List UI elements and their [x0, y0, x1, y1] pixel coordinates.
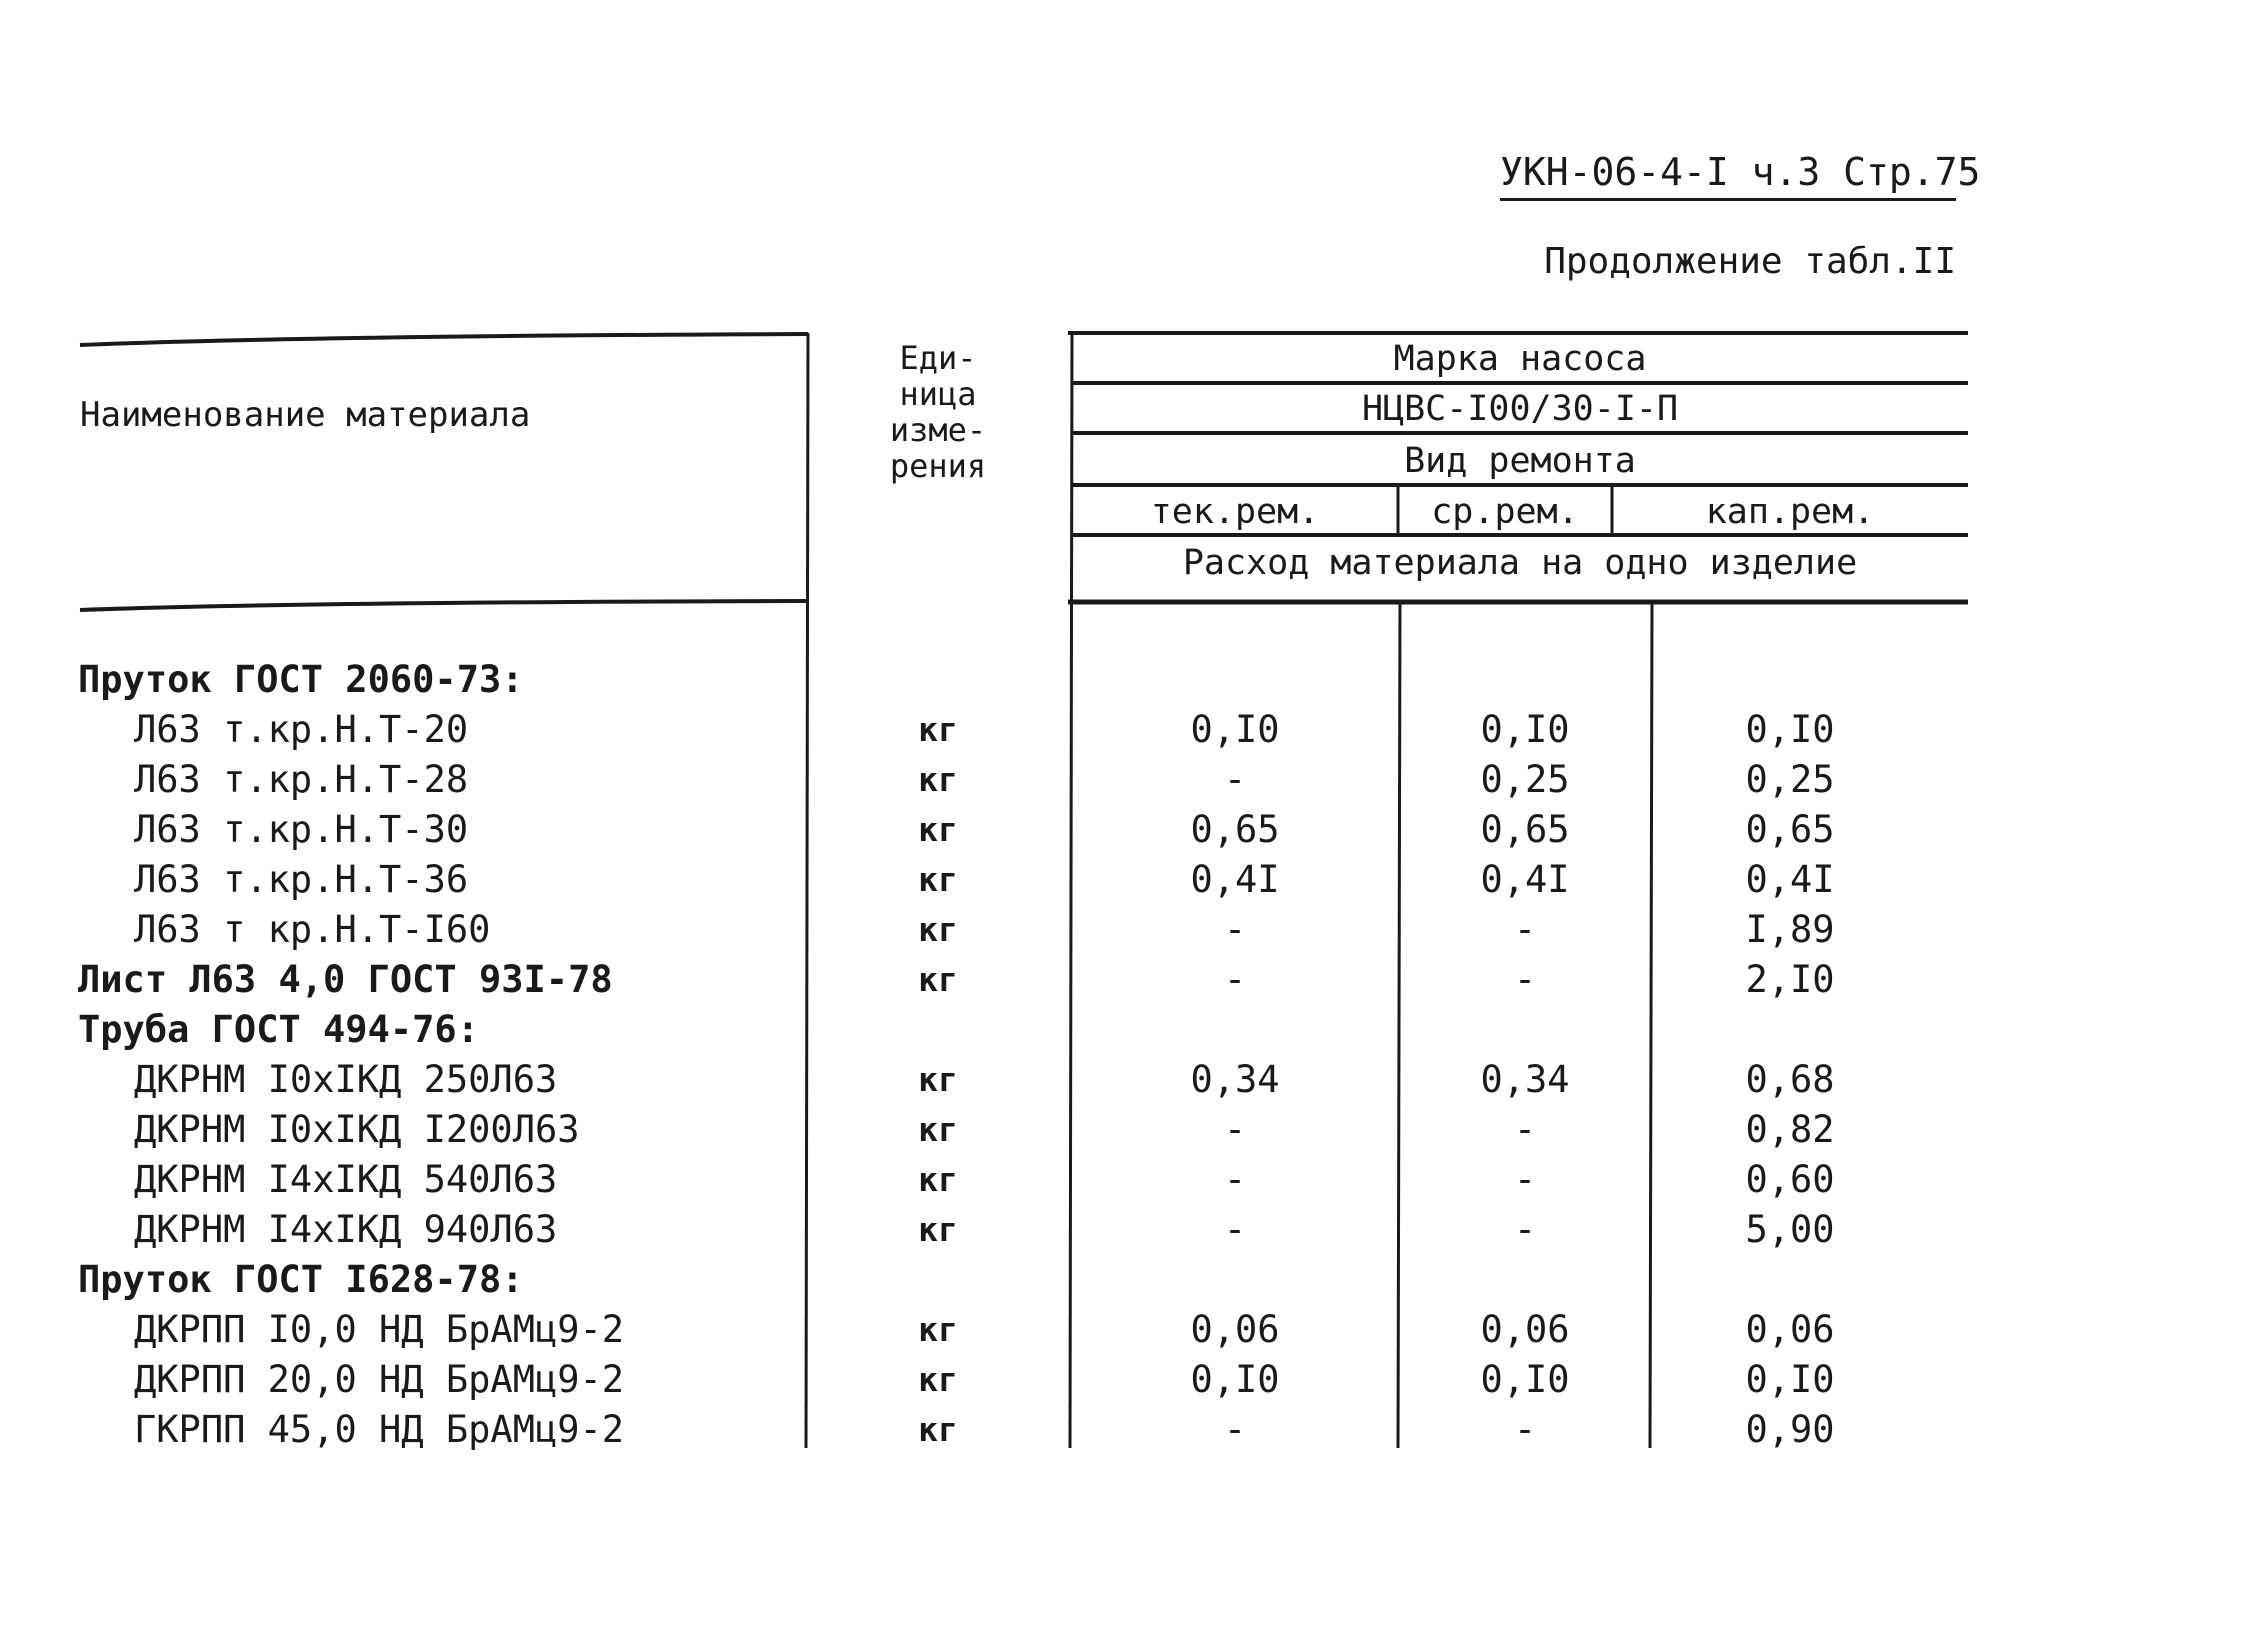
table-row	[0, 1255, 2263, 1305]
value-medium-repair: 0,I0	[1480, 1358, 1570, 1401]
value-medium-repair: -	[1513, 958, 1537, 1001]
unit-cell: кг	[918, 1410, 958, 1449]
value-medium-repair: -	[1513, 1208, 1537, 1251]
table-row	[0, 755, 2263, 805]
header-repair-type: Вид ремонта	[1404, 441, 1636, 481]
value-capital-repair: 0,I0	[1745, 708, 1835, 751]
material-name: Пруток ГОСТ 2060-73:	[78, 658, 524, 701]
material-name: Л63 т.кр.Н.Т-28	[134, 758, 469, 801]
column-header-unit: Еди- ница изме- рения	[889, 339, 987, 485]
column-header-material-name: Наименование материала	[80, 395, 531, 435]
header-pump-model: НЦВС-I00/30-I-П	[1361, 389, 1679, 429]
value-capital-repair: 0,25	[1745, 758, 1835, 801]
table-row	[0, 955, 2263, 1005]
value-capital-repair: 0,82	[1745, 1108, 1835, 1151]
value-capital-repair: 0,68	[1745, 1058, 1835, 1101]
material-name: ГКРПП 45,0 НД БрАМц9-2	[134, 1408, 625, 1451]
value-current-repair: 0,4I	[1190, 858, 1280, 901]
value-capital-repair: 0,60	[1745, 1158, 1835, 1201]
table-row	[0, 705, 2263, 755]
value-capital-repair: 0,06	[1745, 1308, 1835, 1351]
value-capital-repair: 0,I0	[1745, 1358, 1835, 1401]
value-capital-repair: 5,00	[1745, 1208, 1835, 1251]
value-capital-repair: 0,90	[1745, 1408, 1835, 1451]
unit-cell: кг	[918, 1360, 958, 1399]
value-current-repair: -	[1223, 1158, 1247, 1201]
value-medium-repair: -	[1513, 1158, 1537, 1201]
value-medium-repair: 0,25	[1480, 758, 1570, 801]
header-repair-capital: кап.рем.	[1705, 492, 1875, 532]
header-consumption: Расход материала на одно изделие	[1182, 543, 1858, 583]
material-name: Труба ГОСТ 494-76:	[78, 1008, 479, 1051]
value-capital-repair: 2,I0	[1745, 958, 1835, 1001]
unit-cell: кг	[918, 1110, 958, 1149]
unit-cell: кг	[918, 710, 958, 749]
material-name: ДКРПП I0,0 НД БрАМц9-2	[134, 1308, 625, 1351]
unit-cell: кг	[918, 860, 958, 899]
value-medium-repair: -	[1513, 1108, 1537, 1151]
value-medium-repair: -	[1513, 908, 1537, 951]
header-repair-medium: ср.рем.	[1431, 492, 1579, 532]
material-name: Пруток ГОСТ I628-78:	[78, 1258, 524, 1301]
material-name: ДКРНМ I4хIКД 940Л63	[134, 1208, 558, 1251]
unit-cell: кг	[918, 910, 958, 949]
material-name: ДКРНМ I0хIКД 250Л63	[134, 1058, 558, 1101]
value-current-repair: 0,65	[1190, 808, 1280, 851]
value-medium-repair: 0,06	[1480, 1308, 1570, 1351]
table-continuation-note: Продолжение табл.II	[1544, 241, 1956, 282]
table-row	[0, 805, 2263, 855]
value-current-repair: -	[1223, 1208, 1247, 1251]
value-current-repair: -	[1223, 758, 1247, 801]
unit-cell: кг	[918, 810, 958, 849]
material-name: Л63 т.кр.Н.Т-30	[134, 808, 469, 851]
unit-cell: кг	[918, 960, 958, 999]
value-current-repair: -	[1223, 1108, 1247, 1151]
unit-cell: кг	[918, 1060, 958, 1099]
value-current-repair: 0,I0	[1190, 1358, 1280, 1401]
value-medium-repair: 0,65	[1480, 808, 1570, 851]
table-row	[0, 905, 2263, 955]
table-row	[0, 1105, 2263, 1155]
value-current-repair: -	[1223, 1408, 1247, 1451]
table-row	[0, 1055, 2263, 1105]
value-medium-repair: 0,4I	[1480, 858, 1570, 901]
header-repair-current: тек.рем.	[1150, 492, 1320, 532]
unit-cell: кг	[918, 1310, 958, 1349]
value-medium-repair: -	[1513, 1408, 1537, 1451]
header-pump-mark: Марка насоса	[1393, 339, 1647, 379]
material-name: Л63 т кр.Н.Т-I60	[134, 908, 491, 951]
table-row	[0, 1405, 2263, 1455]
value-medium-repair: 0,I0	[1480, 708, 1570, 751]
value-capital-repair: 0,65	[1745, 808, 1835, 851]
value-current-repair: 0,34	[1190, 1058, 1280, 1101]
table-row	[0, 1355, 2263, 1405]
material-name: ДКРНМ I4хIКД 540Л63	[134, 1158, 558, 1201]
material-name: Л63 т.кр.Н.Т-36	[134, 858, 469, 901]
unit-cell: кг	[918, 1160, 958, 1199]
table-row	[0, 1305, 2263, 1355]
value-current-repair: -	[1223, 908, 1247, 951]
value-capital-repair: I,89	[1745, 908, 1835, 951]
value-current-repair: -	[1223, 958, 1247, 1001]
value-current-repair: 0,06	[1190, 1308, 1280, 1351]
material-name: Лист Л63 4,0 ГОСТ 93I-78	[78, 958, 613, 1001]
unit-cell: кг	[918, 760, 958, 799]
unit-cell: кг	[918, 1210, 958, 1249]
table-row	[0, 855, 2263, 905]
material-name: ДКРНМ I0хIКД I200Л63	[134, 1108, 580, 1151]
material-name: Л63 т.кр.Н.Т-20	[134, 708, 469, 751]
table-row	[0, 1205, 2263, 1255]
material-name: ДКРПП 20,0 НД БрАМц9-2	[134, 1358, 625, 1401]
value-capital-repair: 0,4I	[1745, 858, 1835, 901]
table-row	[0, 1005, 2263, 1055]
table-row	[0, 1155, 2263, 1205]
value-medium-repair: 0,34	[1480, 1058, 1570, 1101]
table-row	[0, 655, 2263, 705]
value-current-repair: 0,I0	[1190, 708, 1280, 751]
document-reference: УКН-06-4-I ч.3 Стр.75	[1500, 152, 1956, 201]
